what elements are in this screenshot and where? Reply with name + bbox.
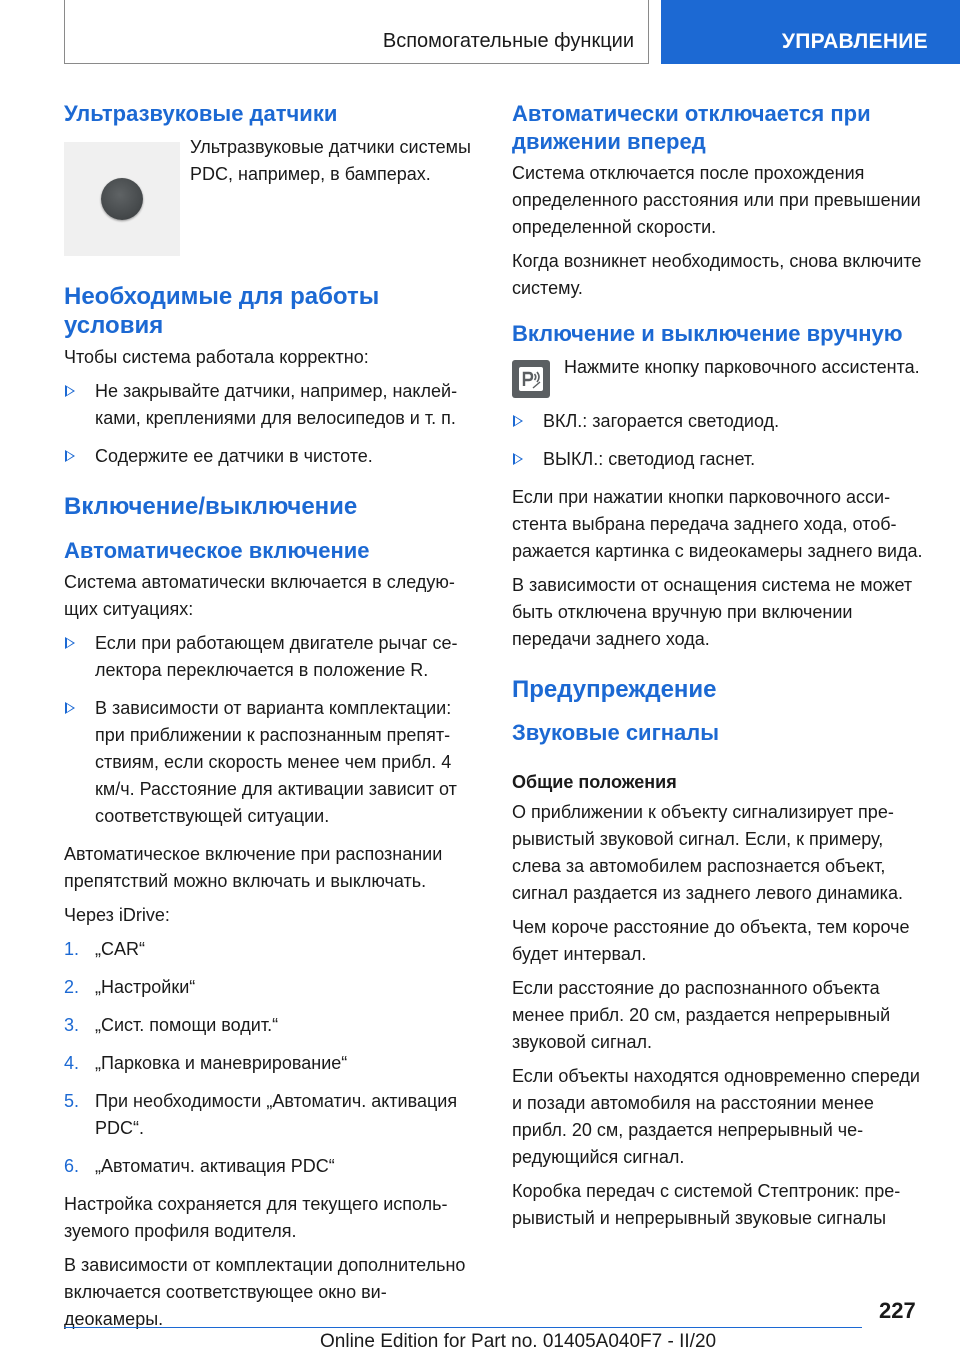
ultrasonic-sensor-image bbox=[64, 142, 180, 256]
footer-edition: Online Edition for Part no. 01405A040F7 - II/20 bbox=[320, 1331, 717, 1352]
sound-signals-heading: Звуковые сигналы bbox=[512, 720, 720, 745]
sensor-figure bbox=[64, 134, 476, 256]
sound-text-4: Если объекты находятся одновременно спереди и позади автомобиля на расстоянии менее прибл. 20 см, раздается непрерывный чередующийся сигнал. bbox=[512, 1066, 920, 1167]
manual-list bbox=[512, 408, 926, 473]
sensor-disc bbox=[101, 178, 143, 220]
list-item: В зависимости от варианта комплектации: при приближении к распознанным препятствиям, если скорость менее чем прибл. 4 км/ч. Расстояние для активации зависит от соответствующей ситуации. bbox=[64, 695, 476, 830]
manual-heading: Включение и выключение вручную bbox=[512, 321, 903, 346]
triangle-bullet-icon bbox=[65, 450, 75, 462]
auto-on-note: Автоматическое включение при распознании препятствий можно включать и выключать. bbox=[64, 844, 443, 891]
list-item: 4. „Парковка и маневрирование“ bbox=[64, 1053, 348, 1073]
profile-note: Настройка сохраняется для текущего используемого профиля водителя. bbox=[64, 1194, 448, 1241]
auto-off-text-1: Система отключается после прохождения определенного расстояния или при превышении определенной скорости. bbox=[512, 163, 921, 237]
sensor-caption: Ультразвуковые датчики системы PDC, например, в бамперах. bbox=[190, 137, 471, 184]
auto-on-intro: Система автоматически включается в следующих ситуациях: bbox=[64, 572, 455, 619]
sound-text-1: О приближении к объекту сигнализирует прерывистый звуковой сигнал. Если, к примеру, слева за автомобилем распознается объект, сигнал раздается из заднего левого динамика. bbox=[512, 802, 903, 903]
conditions-list bbox=[64, 378, 476, 470]
sound-text-5: Коробка передач с системой Стептроник: прерывистый и непрерывный звуковые сигналы bbox=[512, 1181, 901, 1228]
header-chapter-title: УПРАВЛЕНИЕ bbox=[781, 30, 928, 53]
conditions-heading: Необходимые для работы условия bbox=[64, 283, 380, 339]
page-number: 227 bbox=[879, 1298, 916, 1323]
auto-off-heading: Автоматически отключается при движении вперед bbox=[512, 101, 871, 154]
header-section-title: Вспомогательные функции bbox=[382, 30, 634, 52]
triangle-bullet-icon bbox=[65, 385, 75, 397]
park-assist-button-icon bbox=[512, 360, 550, 398]
triangle-bullet-icon bbox=[65, 637, 75, 649]
camera-note: В зависимости от комплектации дополнительно включается соответствующее окно видеокамеры. bbox=[64, 1255, 466, 1329]
sound-text-3: Если расстояние до распознанного объекта менее прибл. 20 см, раздается непрерывный звуковой сигнал. bbox=[512, 978, 891, 1052]
auto-on-list bbox=[64, 630, 476, 830]
list-item: 6. „Автоматич. активация PDC“ bbox=[64, 1156, 335, 1176]
on-off-heading: Включение/выключение bbox=[64, 493, 358, 520]
ultrasonic-sensors-heading: Ультразвуковые датчики bbox=[64, 101, 338, 126]
right-column bbox=[512, 100, 926, 1239]
manual-text-1: Если при нажатии кнопки парковочного ассистента выбрана передача заднего хода, отображается картинка с видеокамеры заднего вида. bbox=[512, 487, 923, 561]
header-chapter bbox=[661, 0, 960, 64]
list-item: Если при работающем двигателе рычаг селектора переключается в положение R. bbox=[64, 630, 476, 684]
warning-heading: Предупреждение bbox=[512, 676, 717, 703]
general-heading: Общие положения bbox=[512, 772, 677, 792]
auto-off-text-2: Когда возникнет необходимость, снова включите систему. bbox=[512, 251, 922, 298]
header-section bbox=[64, 0, 649, 64]
park-button-caption: Нажмите кнопку парковочного ассистента. bbox=[564, 357, 920, 377]
footer-divider bbox=[64, 1327, 862, 1328]
list-item: ВКЛ.: загорается светодиод. bbox=[512, 408, 926, 435]
conditions-intro: Чтобы система работала корректно: bbox=[64, 347, 369, 367]
left-column bbox=[64, 100, 476, 1340]
idrive-steps bbox=[64, 936, 476, 1180]
sound-text-2: Чем короче расстояние до объекта, тем короче будет интервал. bbox=[512, 917, 910, 964]
park-button-figure bbox=[512, 354, 926, 398]
park-assist-symbol bbox=[516, 364, 546, 394]
manual-text-2: В зависимости от оснащения система не может быть отключена вручную при включении передачи заднего хода. bbox=[512, 575, 913, 649]
triangle-bullet-icon bbox=[65, 702, 75, 714]
list-item: 3. „Сист. помощи водит.“ bbox=[64, 1015, 279, 1035]
list-item: 2. „Настройки“ bbox=[64, 977, 196, 997]
list-item: Содержите ее датчики в чистоте. bbox=[64, 443, 476, 470]
list-item: 1. „CAR“ bbox=[64, 939, 145, 959]
triangle-bullet-icon bbox=[513, 415, 523, 427]
list-item: ВЫКЛ.: светодиод гаснет. bbox=[512, 446, 926, 473]
auto-on-heading: Автоматическое включение bbox=[64, 538, 370, 563]
list-item: 5. При необходимости „Автоматич. активация PDC“. bbox=[64, 1091, 458, 1138]
idrive-intro: Через iDrive: bbox=[64, 905, 170, 925]
triangle-bullet-icon bbox=[513, 453, 523, 465]
list-item: Не закрывайте датчики, например, наклейками, креплениями для велосипедов и т. п. bbox=[64, 378, 476, 432]
